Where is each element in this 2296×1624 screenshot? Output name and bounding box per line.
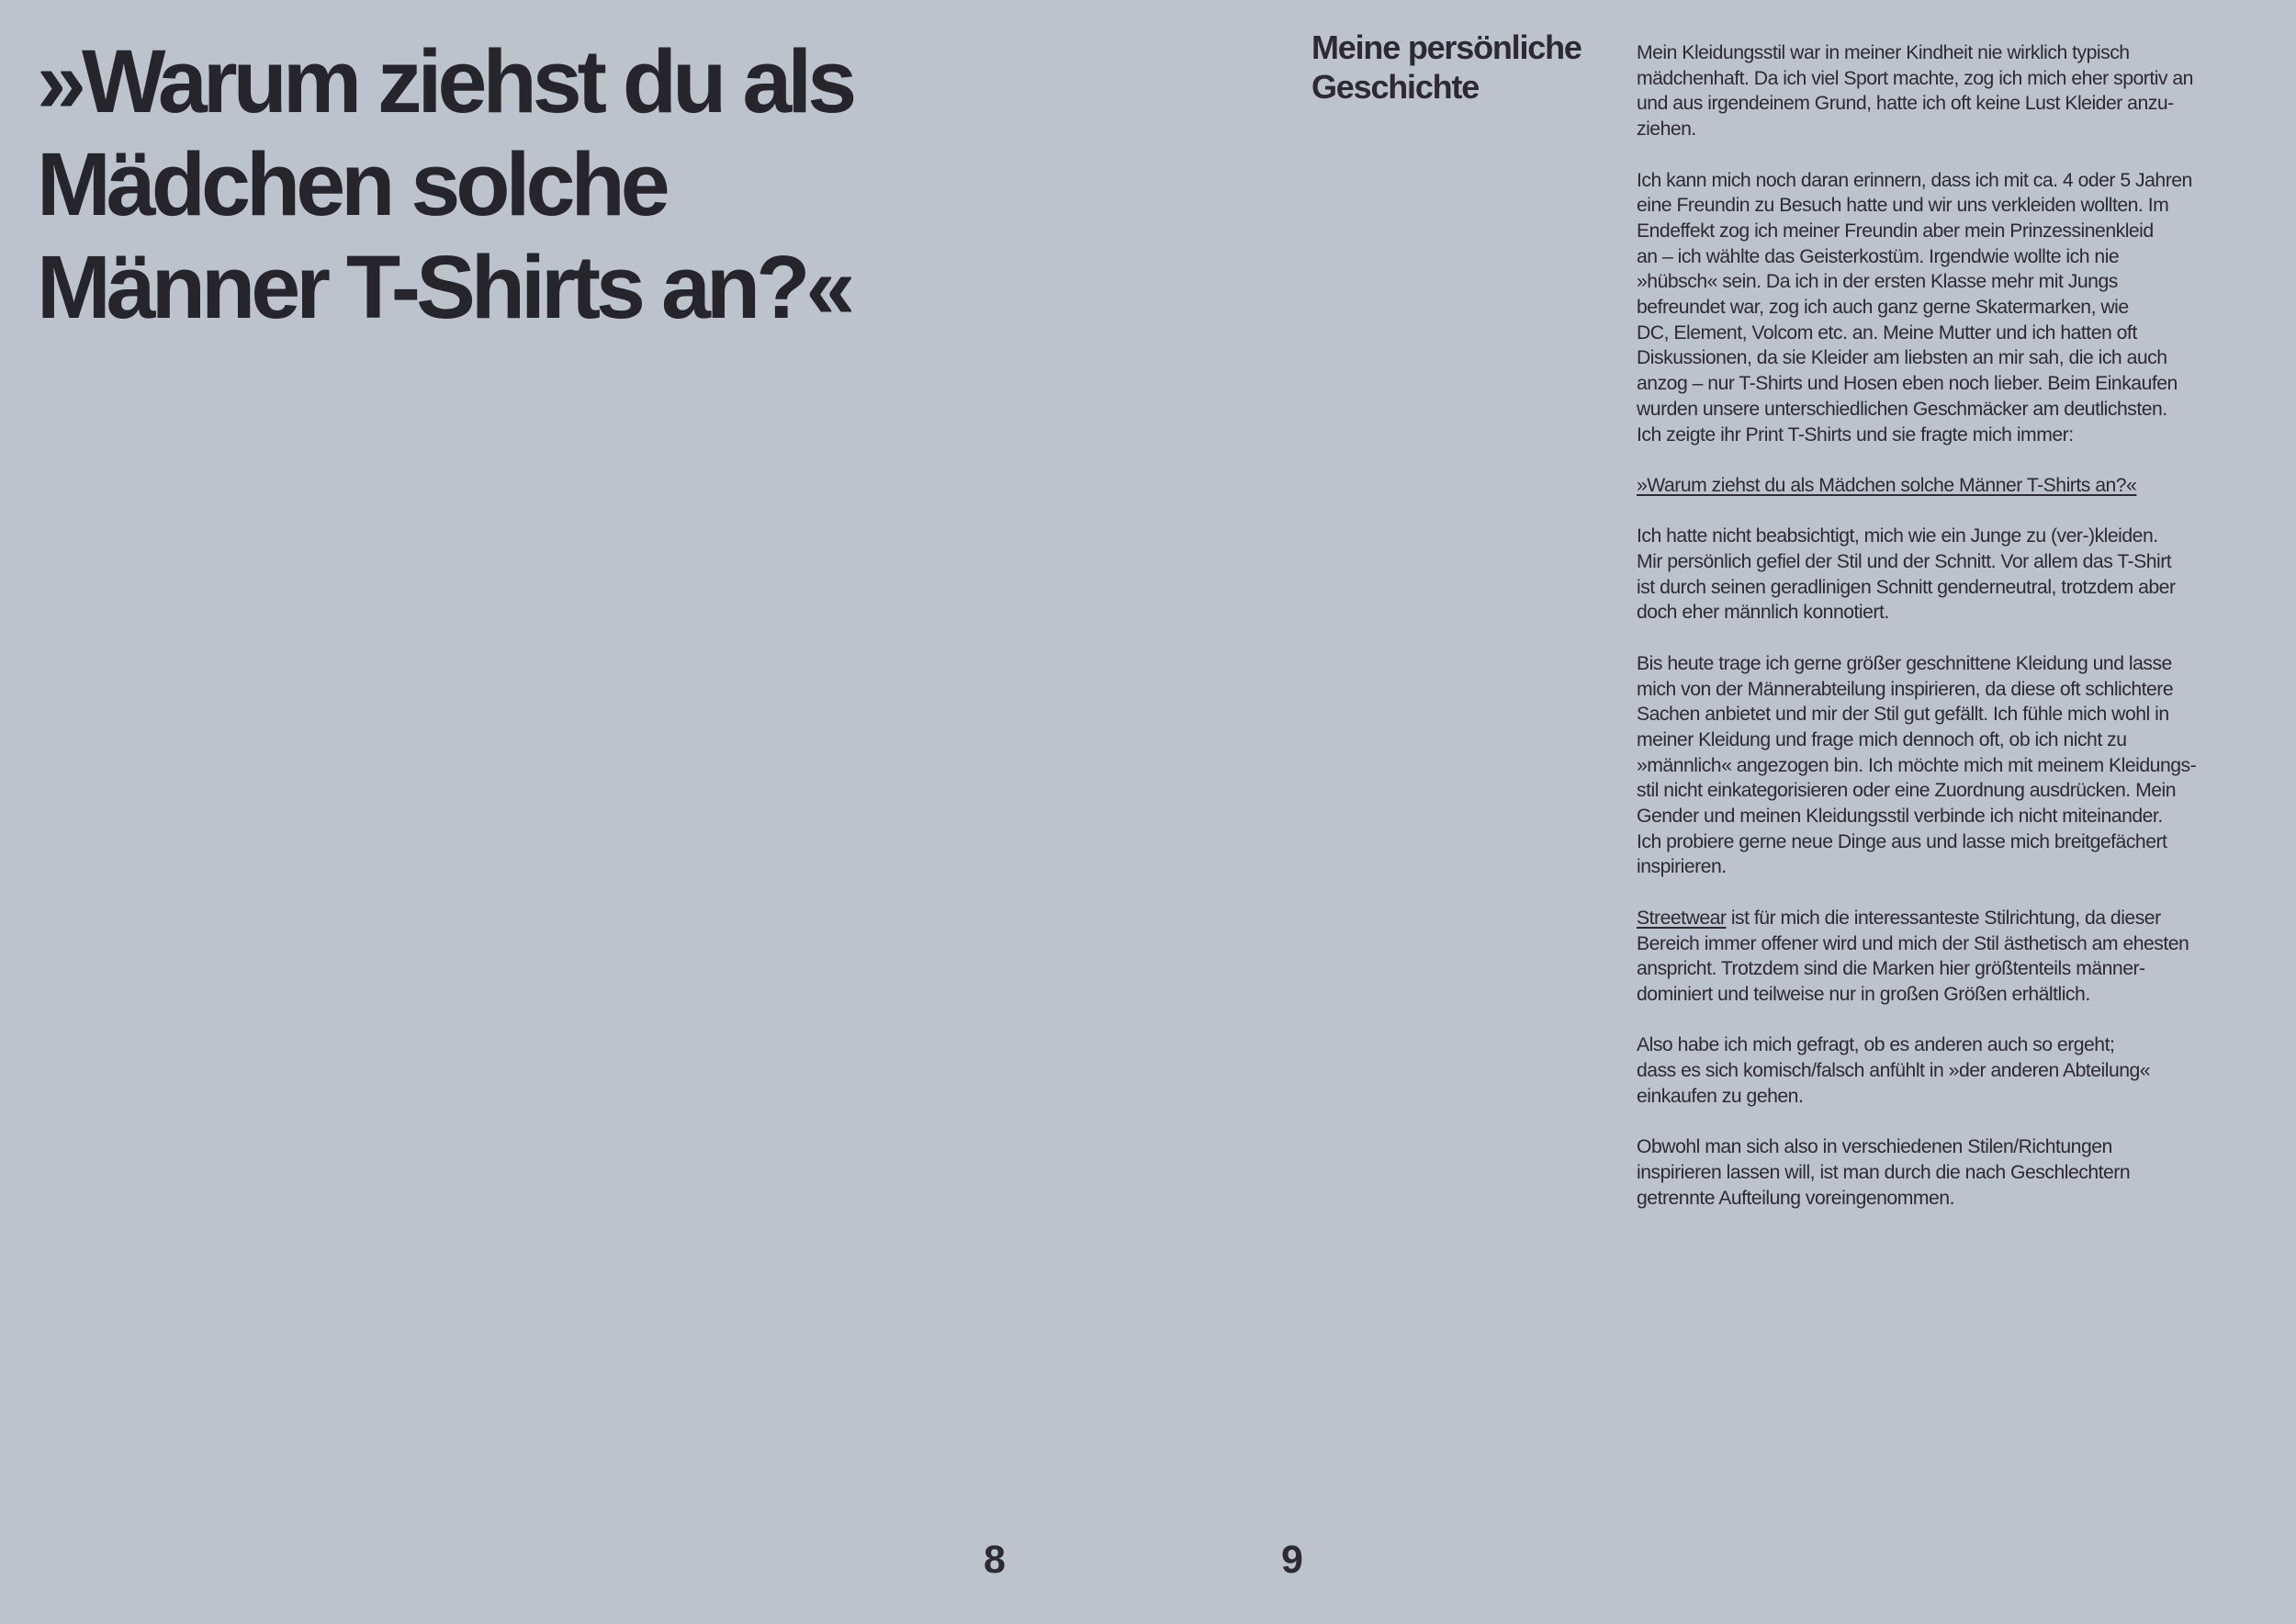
- text-line: eine Freundin zu Besuch hatte und wir uns verkleiden wollten. Im: [1637, 195, 2169, 217]
- text-line: anspricht. Trotzdem sind die Marken hier größtenteils männer-: [1637, 958, 2145, 980]
- headline-quote: [37, 30, 1120, 339]
- text-line: Bereich immer offener wird und mich der Stil ästhetisch am ehesten: [1637, 932, 2189, 954]
- text-line: befreundet war, zog ich auch ganz gerne Skatermarken, wie: [1637, 297, 2129, 319]
- text-line: Ich hatte nicht beabsichtigt, mich wie ein Junge zu (ver-)kleiden.: [1637, 525, 2158, 547]
- text-line: anzog – nur T-Shirts und Hosen eben noch lieber. Beim Einkaufen: [1637, 373, 2178, 395]
- text-line: doch eher männlich konnotiert.: [1637, 602, 1889, 624]
- text-line: »hübsch« sein. Da ich in der ersten Klasse mehr mit Jungs: [1637, 271, 2118, 293]
- text-line: Diskussionen, da sie Kleider am liebsten an mir sah, die ich auch: [1637, 347, 2167, 369]
- text-line: Obwohl man sich also in verschiedenen Stilen/Richtungen: [1637, 1136, 2112, 1158]
- headline-line: »Warum ziehst du als: [37, 31, 853, 131]
- text-line: Ich zeigte ihr Print T-Shirts und sie fragte mich immer:: [1637, 423, 2074, 445]
- text-line: Bis heute trage ich gerne größer geschnittene Kleidung und lasse: [1637, 652, 2172, 674]
- section-title-line: Geschichte: [1311, 68, 1480, 106]
- paragraph-streetwear: [1637, 906, 2261, 1008]
- section-title-line: Meine persönliche: [1311, 28, 1581, 66]
- text-line: wurden unsere unterschiedlichen Geschmäcker am deutlichsten.: [1637, 398, 2167, 420]
- text-line: inspirieren.: [1637, 856, 1727, 878]
- page-number-left: 8: [984, 1538, 1006, 1582]
- text-fragment: ist für mich die interessanteste Stilrichtung, da dieser: [1726, 907, 2161, 929]
- paragraph-today: [1637, 651, 2261, 880]
- text-line: »männlich« angezogen bin. Ich möchte mich mit meinem Kleidungs-: [1637, 754, 2197, 776]
- paragraph-intention: [1637, 524, 2261, 626]
- text-line: Sachen anbietet und mir der Stil gut gefällt. Ich fühle mich wohl in: [1637, 704, 2169, 726]
- text-line: inspirieren lassen will, ist man durch die nach Geschlechtern: [1637, 1161, 2131, 1183]
- text-line: Mir persönlich gefiel der Stil und der Schnitt. Vor allem das T-Shirt: [1637, 551, 2172, 573]
- text-line: mädchenhaft. Da ich viel Sport machte, zog ich mich eher sportiv an: [1637, 67, 2193, 89]
- text-line: stil nicht einkategorisieren oder eine Zuordnung ausdrücken. Mein: [1637, 780, 2177, 802]
- text-line: Ich kann mich noch daran erinnern, dass ich mit ca. 4 oder 5 Jahren: [1637, 169, 2192, 191]
- text-line: Mein Kleidungsstil war in meiner Kindheit nie wirklich typisch: [1637, 42, 2130, 63]
- streetwear-keyword: Streetwear: [1637, 907, 1727, 929]
- headline-line: Mädchen solche: [37, 134, 666, 234]
- text-line: dass es sich komisch/falsch anfühlt in »der anderen Abteilung«: [1637, 1060, 2151, 1082]
- paragraph-question: [1637, 1032, 2261, 1109]
- text-line: mich von der Männerabteilung inspirieren, da diese oft schlichtere: [1637, 678, 2174, 700]
- page-number-right: 9: [1281, 1538, 1303, 1582]
- paragraph-conclusion: [1637, 1134, 2261, 1211]
- headline-line: Männer T-Shirts an?«: [37, 237, 851, 337]
- text-line: [1637, 906, 2261, 931]
- text-line: Also habe ich mich gefragt, ob es anderen auch so ergeht;: [1637, 1034, 2115, 1056]
- paragraph-quote: [1637, 473, 2261, 499]
- text-line: dominiert und teilweise nur in großen Größen erhältlich.: [1637, 983, 2090, 1005]
- text-line: ist durch seinen geradlinigen Schnitt genderneutral, trotzdem aber: [1637, 576, 2176, 598]
- text-line: an – ich wählte das Geisterkostüm. Irgendwie wollte ich nie: [1637, 245, 2120, 267]
- text-line: Ich probiere gerne neue Dinge aus und lasse mich breitgefächert: [1637, 830, 2167, 852]
- paragraph-intro: [1637, 40, 2261, 142]
- text-line: DC, Element, Volcom etc. an. Meine Mutter und ich hatten oft: [1637, 321, 2137, 344]
- paragraph-childhood: [1637, 168, 2261, 448]
- text-line: ziehen.: [1637, 118, 1696, 141]
- text-line: einkaufen zu gehen.: [1637, 1085, 1804, 1107]
- text-line: Endeffekt zog ich meiner Freundin aber mein Prinzessinenkleid: [1637, 220, 2154, 242]
- underlined-quote: »Warum ziehst du als Mädchen solche Männer T-Shirts an?«: [1637, 474, 2137, 496]
- text-line: meiner Kleidung und frage mich dennoch oft, ob ich nicht zu: [1637, 728, 2127, 750]
- body-text-column: [1637, 40, 2261, 1236]
- text-line: getrennte Aufteilung voreingenommen.: [1637, 1187, 1954, 1209]
- section-title: [1311, 28, 1624, 107]
- text-line: Gender und meinen Kleidungsstil verbinde ich nicht miteinander.: [1637, 806, 2163, 828]
- text-line: und aus irgendeinem Grund, hatte ich oft keine Lust Kleider anzu-: [1637, 93, 2174, 115]
